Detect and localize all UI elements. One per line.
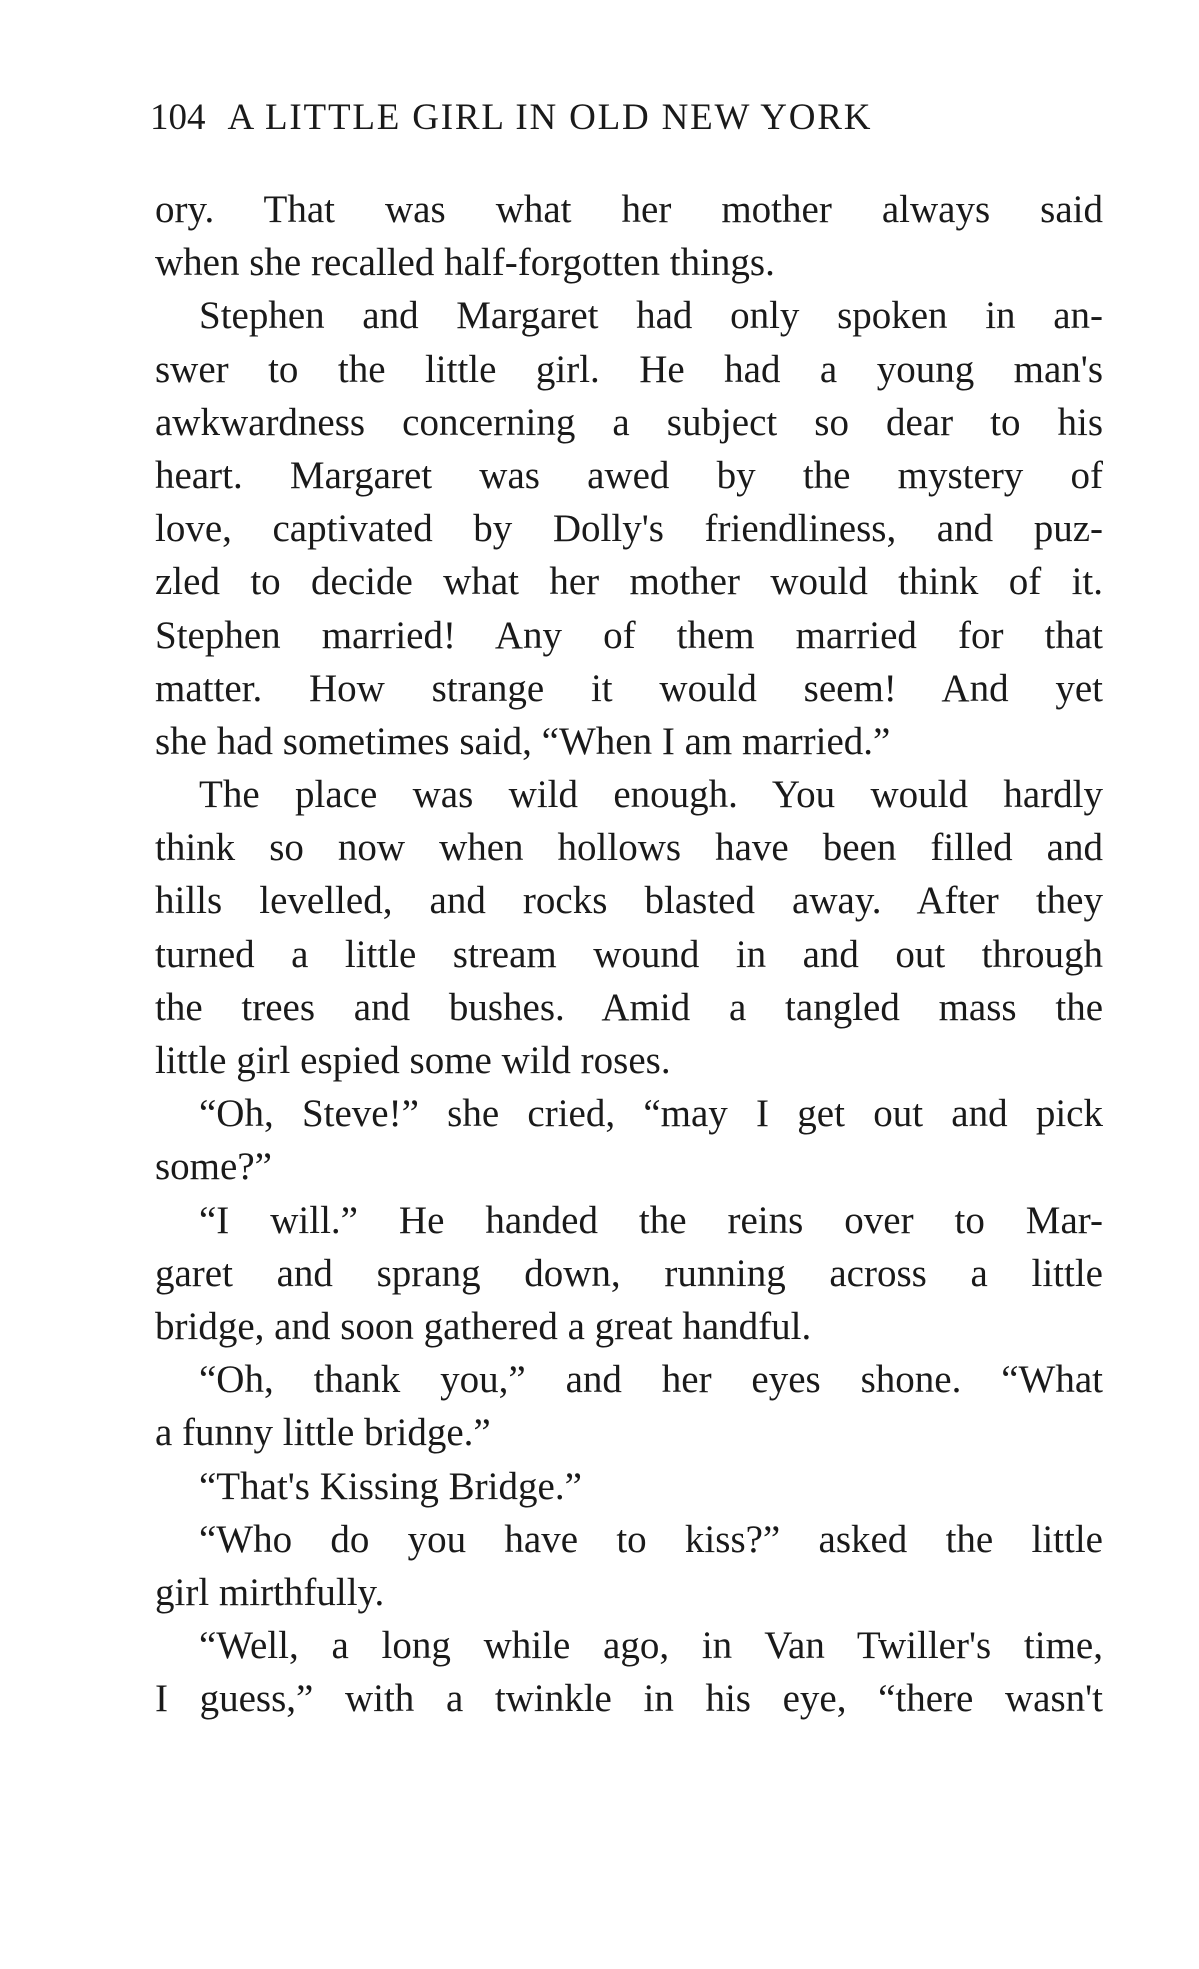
text-line: girl mirthfully.: [155, 1570, 385, 1614]
text-line: “Who do you have to kiss?” asked the little: [199, 1517, 1103, 1561]
text-line: “Oh, Steve!” she cried, “may I get out and pick: [199, 1092, 1103, 1136]
text-line: I guess,” with a twinkle in his eye, “there wasn't: [155, 1677, 1103, 1721]
text-line: “Oh, thank you,” and her eyes shone. “What: [199, 1358, 1103, 1402]
body-text: [155, 183, 1103, 1725]
text-line: a funny little bridge.”: [155, 1411, 491, 1455]
text-line: swer to the little girl. He had a young man's: [155, 347, 1103, 391]
text-line: ory. That was what her mother always said: [155, 188, 1103, 231]
text-line: some?”: [155, 1145, 272, 1189]
book-title: A LITTLE GIRL IN OLD NEW YORK: [227, 97, 873, 138]
text-line: matter. How strange it would seem! And yet: [155, 666, 1103, 710]
text-line: garet and sprang down, running across a little: [155, 1251, 1103, 1295]
text-line: the trees and bushes. Amid a tangled mass the: [155, 985, 1103, 1029]
text-line: zled to decide what her mother would think of it.: [155, 560, 1103, 604]
text-line: heart. Margaret was awed by the mystery of: [155, 453, 1103, 497]
running-head: [150, 93, 1010, 143]
text-line: The place was wild enough. You would hardly: [199, 773, 1103, 817]
text-line: “That's Kissing Bridge.”: [199, 1464, 582, 1508]
text-line: she had sometimes said, “When I am married.”: [155, 719, 891, 763]
text-line: bridge, and soon gathered a great handful.: [155, 1304, 812, 1348]
text-line: turned a little stream wound in and out through: [155, 932, 1103, 976]
text-line: little girl espied some wild roses.: [155, 1039, 671, 1082]
text-line: hills levelled, and rocks blasted away. After they: [155, 879, 1103, 923]
text-line: think so now when hollows have been filled and: [155, 826, 1103, 870]
text-line: love, captivated by Dolly's friendliness, and puz-: [155, 507, 1103, 551]
page-number: 104: [150, 97, 206, 138]
text-line: when she recalled half-forgotten things.: [155, 241, 775, 285]
text-line: “Well, a long while ago, in Van Twiller's time,: [199, 1624, 1103, 1668]
text-line: Stephen married! Any of them married for that: [155, 613, 1103, 657]
text-line: awkwardness concerning a subject so dear to his: [155, 400, 1103, 444]
text-line: “I will.” He handed the reins over to Mar-: [199, 1198, 1103, 1242]
text-line: Stephen and Margaret had only spoken in an-: [199, 294, 1103, 338]
